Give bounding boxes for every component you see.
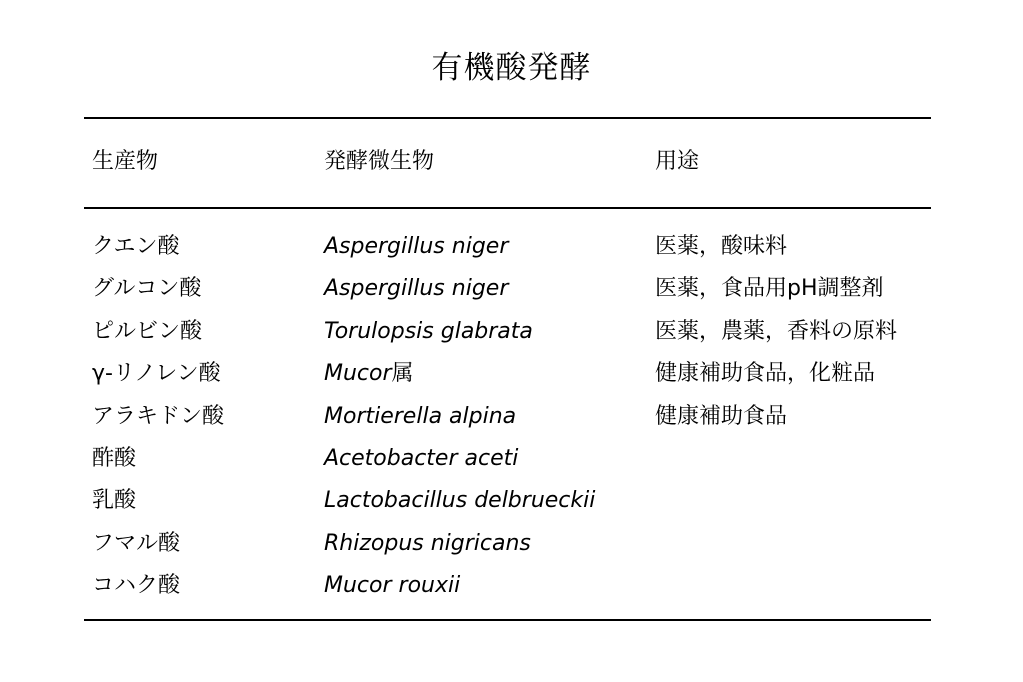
product-cell: アラキドン酸 <box>92 403 225 429</box>
microbe-cell <box>324 443 518 475</box>
microbe-suffix: 属 <box>391 361 414 387</box>
product-cell: グルコン酸 <box>92 276 202 302</box>
product-cell: クエン酸 <box>92 234 180 259</box>
table-row <box>0 443 1023 485</box>
microbe-cell <box>324 316 533 348</box>
microbe-name: Rhizopus nigricans <box>324 530 531 556</box>
microbe-cell <box>324 570 460 602</box>
table-row <box>0 485 1023 527</box>
header-use: 用途 <box>655 149 700 174</box>
table-bottom-rule <box>84 619 931 621</box>
table-row <box>0 273 1023 315</box>
page-title: 有機酸発酵 <box>431 50 592 86</box>
microbe-cell <box>324 485 595 517</box>
table-row <box>0 316 1023 358</box>
product-cell: 乳酸 <box>92 488 137 514</box>
table-row <box>0 528 1023 570</box>
table-header-row <box>0 146 1023 178</box>
table-top-rule <box>84 117 931 119</box>
table-row <box>0 570 1023 612</box>
product-cell: ピルビン酸 <box>92 318 203 344</box>
table-row <box>0 401 1023 443</box>
table-body <box>0 231 1023 613</box>
product-cell: フマル酸 <box>92 530 181 556</box>
use-cell: 医薬，食品用pH調整剤 <box>655 276 884 302</box>
microbe-name: Aspergillus niger <box>324 234 509 259</box>
use-cell: 医薬，農薬，香料の原料 <box>655 318 898 344</box>
microbe-cell <box>324 231 508 263</box>
product-cell: 酢酸 <box>92 445 137 471</box>
microbe-name: Acetobacter aceti <box>324 445 519 471</box>
header-microbe: 発酵微生物 <box>324 149 435 174</box>
microbe-name: Mucor rouxii <box>324 573 461 599</box>
header-product: 生産物 <box>92 149 159 174</box>
use-cell: 健康補助食品 <box>655 403 788 429</box>
use-cell: 健康補助食品，化粧品 <box>655 361 876 387</box>
product-cell: γ-リノレン酸 <box>92 361 221 387</box>
table-row <box>0 231 1023 273</box>
use-cell: 医薬，酸味料 <box>655 234 788 259</box>
microbe-cell <box>324 528 531 560</box>
microbe-cell <box>324 401 516 433</box>
microbe-name: Lactobacillus delbrueckii <box>324 488 596 514</box>
microbe-name: Torulopsis glabrata <box>324 318 533 344</box>
product-cell: コハク酸 <box>92 573 181 599</box>
microbe-cell <box>324 358 414 390</box>
table-header-rule <box>84 207 931 209</box>
table-row <box>0 358 1023 400</box>
microbe-name: Aspergillus niger <box>324 276 509 302</box>
microbe-name: Mucor <box>324 361 392 387</box>
microbe-cell <box>324 273 508 305</box>
microbe-name: Mortierella alpina <box>324 403 517 429</box>
